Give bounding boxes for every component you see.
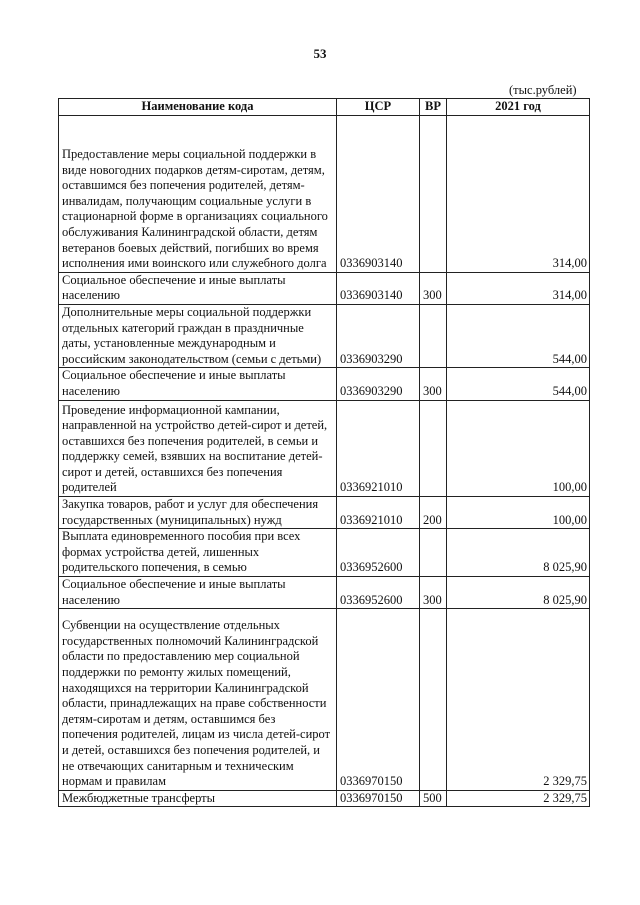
table-row	[59, 609, 590, 791]
row-csr: 0336952600	[337, 529, 420, 577]
row-vr: 200	[420, 497, 447, 529]
row-csr: 0336903290	[337, 368, 420, 400]
row-amount: 2 329,75	[447, 790, 590, 807]
row-csr: 0336952600	[337, 577, 420, 609]
row-name: Закупка товаров, работ и услуг для обеспечения государственных (муниципальных) нужд	[59, 497, 337, 529]
budget-table	[58, 98, 590, 807]
row-vr	[420, 529, 447, 577]
row-name: Предоставление меры социальной поддержки в виде новогодних подарков детям-сиротам, детям, оставшимся без попечения родителей, детям-инвалидам, получающим социальные услуги в стационарной форме в организациях социального обслуживания Калининградской области, детям ветеранов боевых действий, погибших во время исполнения ими воинского или служебного долга	[59, 116, 337, 273]
row-vr	[420, 116, 447, 273]
row-amount: 100,00	[447, 400, 590, 497]
row-amount: 2 329,75	[447, 609, 590, 791]
header-year: 2021 год	[447, 99, 590, 116]
table-row	[59, 577, 590, 609]
row-amount: 8 025,90	[447, 577, 590, 609]
row-name: Дополнительные меры социальной поддержки отдельных категорий граждан в праздничные даты, установленные международным и российским законодательством (семьи с детьми)	[59, 304, 337, 367]
table-row	[59, 116, 590, 273]
row-vr: 500	[420, 790, 447, 807]
row-csr: 0336970150	[337, 609, 420, 791]
header-csr: ЦСР	[337, 99, 420, 116]
row-csr: 0336903140	[337, 272, 420, 304]
table-row	[59, 272, 590, 304]
row-name: Выплата единовременного пособия при всех формах устройства детей, лишенных родительского попечения, в семью	[59, 529, 337, 577]
row-amount: 8 025,90	[447, 529, 590, 577]
row-name: Социальное обеспечение и иные выплаты населению	[59, 272, 337, 304]
row-csr: 0336903290	[337, 304, 420, 367]
table-header-row	[59, 99, 590, 116]
row-name: Социальное обеспечение и иные выплаты населению	[59, 368, 337, 400]
row-amount: 314,00	[447, 116, 590, 273]
row-vr	[420, 609, 447, 791]
row-amount: 314,00	[447, 272, 590, 304]
row-vr: 300	[420, 368, 447, 400]
table-row	[59, 790, 590, 807]
row-vr: 300	[420, 577, 447, 609]
header-vr: ВР	[420, 99, 447, 116]
header-name: Наименование кода	[59, 99, 337, 116]
row-amount: 544,00	[447, 368, 590, 400]
table-row	[59, 529, 590, 577]
row-amount: 544,00	[447, 304, 590, 367]
row-name: Проведение информационной кампании, направленной на устройство детей-сирот и детей, оставшихся без попечения родителей, в семьи и поддержку семей, взявших на воспитание детей-сирот и детей, оставшихся без попечения родителей	[59, 400, 337, 497]
row-csr: 0336970150	[337, 790, 420, 807]
row-name: Субвенции на осуществление отдельных государственных полномочий Калининградской области по предоставлению мер социальной поддержки по ремонту жилых помещений, находящихся на территории Калининградской области, принадлежащих на праве собственности детям-сиротам и детям, оставшимся без попечения родителей, лицам из числа детей-сирот и детей, оставшихся без попечения родителей, и не отвечающих санитарным и техническим нормам и правилам	[59, 609, 337, 791]
row-vr	[420, 304, 447, 367]
table-row	[59, 400, 590, 497]
row-csr: 0336921010	[337, 400, 420, 497]
row-csr: 0336903140	[337, 116, 420, 273]
row-vr: 300	[420, 272, 447, 304]
table-row	[59, 304, 590, 367]
row-amount: 100,00	[447, 497, 590, 529]
table-row	[59, 368, 590, 400]
units-label: (тыс.рублей)	[509, 83, 577, 97]
row-name: Межбюджетные трансферты	[59, 790, 337, 807]
row-name: Социальное обеспечение и иные выплаты населению	[59, 577, 337, 609]
table-row	[59, 497, 590, 529]
row-csr: 0336921010	[337, 497, 420, 529]
row-vr	[420, 400, 447, 497]
page-number: 53	[313, 46, 327, 61]
